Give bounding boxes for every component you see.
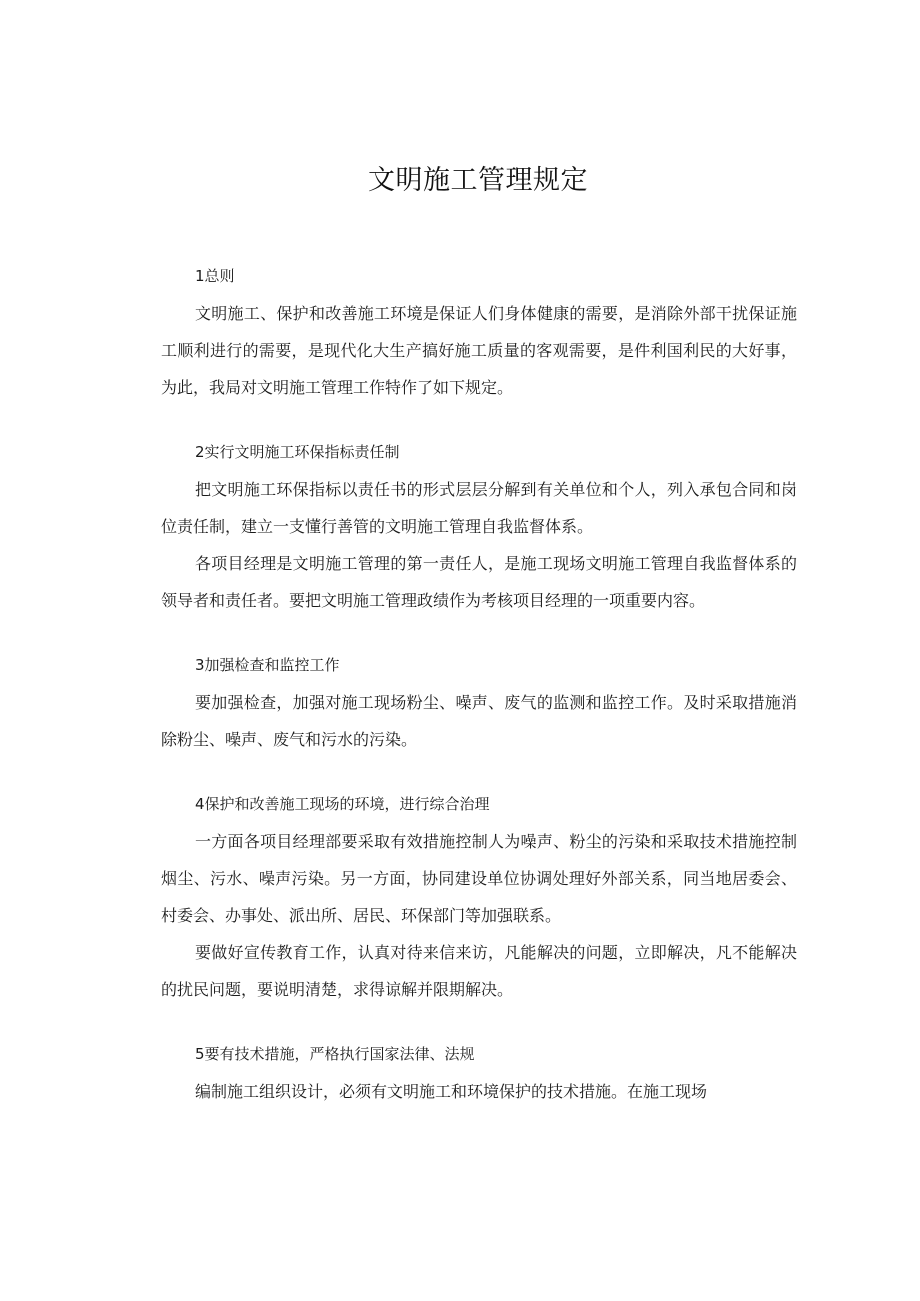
section-technical-measures [161, 1036, 797, 1110]
paragraph: 各项目经理是文明施工管理的第一责任人，是施工现场文明施工管理自我监督体系的领导者和责任者。要把文明施工管理政绩作为考核项目经理的一项重要内容。 [161, 554, 797, 610]
section-heading: 2实行文明施工环保指标责任制 [195, 443, 400, 461]
section-heading: 4保护和改善施工现场的环境，进行综合治理 [195, 795, 490, 813]
document-body [161, 258, 797, 1138]
paragraph: 把文明施工环保指标以责任书的形式层层分解到有关单位和个人，列入承包合同和岗位责任制，建立一支懂行善管的文明施工管理自我监督体系。 [161, 480, 797, 536]
section-heading: 1总则 [195, 267, 235, 285]
paragraph: 一方面各项目经理部要采取有效措施控制人为噪声、粉尘的污染和采取技术措施控制烟尘、污水、噪声污染。另一方面，协同建设单位协调处理好外部关系，同当地居委会、村委会、办事处、派出所、居民、环保部门等加强联系。 [161, 832, 797, 925]
section-inspection-monitoring [161, 647, 797, 758]
paragraph: 要做好宣传教育工作，认真对待来信来访，凡能解决的问题，立即解决，凡不能解决的扰民问题，要说明清楚，求得谅解并限期解决。 [161, 943, 797, 999]
section-heading: 5要有技术措施，严格执行国家法律、法规 [195, 1045, 475, 1063]
document-title: 文明施工管理规定 [368, 165, 588, 196]
section-environment-governance [161, 786, 797, 1008]
paragraph: 要加强检查，加强对施工现场粉尘、噪声、废气的监测和监控工作。及时采取措施消除粉尘、噪声、废气和污水的污染。 [161, 693, 797, 749]
section-heading: 3加强检查和监控工作 [195, 656, 340, 674]
section-general [161, 258, 797, 406]
section-responsibility-system [161, 434, 797, 619]
paragraph: 编制施工组织设计，必须有文明施工和环境保护的技术措施。在施工现场 [195, 1082, 708, 1101]
paragraph: 文明施工、保护和改善施工环境是保证人们身体健康的需要，是消除外部干扰保证施工顺利进行的需要，是现代化大生产搞好施工质量的客观需要，是件利国利民的大好事，为此，我局对文明施工管理工作特作了如下规定。 [161, 304, 797, 397]
